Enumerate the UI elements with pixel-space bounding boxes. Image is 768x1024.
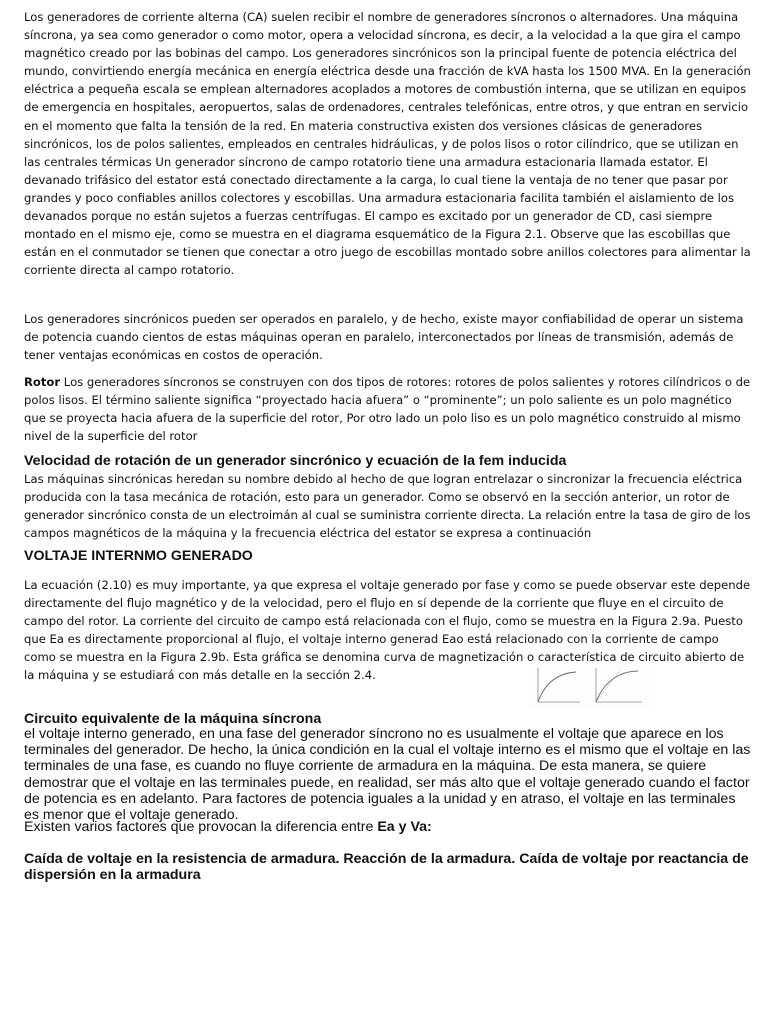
heading-velocidad: Velocidad de rotación de un generador sincrónico y ecuación de la fem inducida (24, 453, 567, 469)
paragraph-voltaje: La ecuación (2.10) es muy importante, ya que expresa el voltaje generado por fase y como se puede observar este depende directamente del flujo magnético y de la velocidad, pero el flujo en sí depende de la corriente que fluye en el circuito de campo del rotor. La corriente del circuito de campo está relacionada con el flujo, como se muestra en la Figura 2.9a. Puesto que Ea es directamente proporcional al flujo, el voltaje interno generad Eao está relacionado con la corriente de campo como se muestra en la Figura 2.9b. Esta gráfica se denomina curva de magnetización o característica de circuito abierto de la máquina y se estudiará con más detalle en la sección 2.4. (24, 578, 751, 683)
heading-circuito: Circuito equivalente de la máquina síncrona (24, 711, 322, 727)
paragraph-rotor (24, 373, 752, 445)
paragraph-velocidad: Las máquinas sincrónicas heredan su nombre debido al hecho de que logran entrelazar o sincronizar la frecuencia eléctrica producida con la tasa mecánica de rotación, esto para un generador. Como se observó en la sección anterior, un rotor de generador sincrónico consta de un electroimán al cual se suministra corriente directa. La relación entre la tasa de giro de los campos magnéticos de la máquina y la frecuencia eléctrica del estator se expresa a continuación (24, 472, 751, 541)
caida-resistencia: Caída de voltaje en la resistencia de armadura (24, 851, 336, 867)
rotor-text: Los generadores síncronos se construyen con dos tipos de rotores: rotores de polos salientes y rotores cilíndricos o de polos lisos. El término saliente significa “proyectado hacia afuera” o “prominente”; un polo saliente es un polo magnético que se proyecta hacia afuera de la superficie del rotor, Por otro lado un polo liso es un polo magnético construido al mismo nivel de la superficie del rotor (24, 375, 751, 444)
paragraph-caidas (24, 851, 752, 883)
paragraph-intro: Los generadores de corriente alterna (CA) suelen recibir el nombre de generadores síncronos o alternadores. Una máquina síncrona, ya sea como generador o como motor, opera a velocidad síncrona, es decir, a la velocidad a la que gira el campo magnético creado por las bobinas del campo. Los generadores sincrónicos son la principal fuente de potencia eléctrica del mundo, convirtiendo energía mecánica en energía eléctrica desde una fracción de kVA hasta los 1500 MVA. En la generación eléctrica a pequeña escala se emplean alternadores acoplados a motores de combustión interna, que se utilizan en equipos de emergencia en hospitales, aeropuertos, salas de ordenadores, centrales telefónicas, entre otros, y que entran en servicio en el momento que falta la tensión de la red. En materia constructiva existen dos versiones clásicas de generadores sincrónicos, los de polos salientes, empleados en centrales hidráulicas, y de polos lisos o rotor cilíndrico, que se utilizan en las centrales térmicas Un generador síncrono de campo rotatorio tiene una armadura estacionaria llamada estator. El devanado trifásico del estator está conectado directamente a la carga, lo cual tiene la ventaja de no tener que pasar por grandes y poco confiables anillos colectores y escobillas. Una armadura estacionaria facilita también el aislamiento de los devanados porque no están sujetos a fuerzas centrífugas. El campo es excitado por un generador de CD, casi siempre montado en el mismo eje, como se muestra en el diagrama esquemático de la Figura 2.1. Observe que las escobillas que están en el conmutador se tienen que conectar a otro juego de escobillas montado sobre anillos colectores para alimentar la corriente directa al campo rotatorio. (24, 10, 751, 278)
factores-bold: Ea y Va: (377, 819, 432, 835)
paragraph-factores (24, 819, 752, 835)
magnetization-curves-image (528, 664, 650, 708)
heading-voltaje: VOLTAJE INTERNMO GENERADO (24, 548, 253, 564)
factores-text: Existen varios factores que provocan la diferencia entre (24, 819, 378, 835)
rotor-label: Rotor (24, 375, 61, 389)
paragraph-parallel: Los generadores sincrónicos pueden ser operados en paralelo, y de hecho, existe mayor confiabilidad de operar un sistema de potencia cuando cientos de estas máquinas operan en paralelo, interconectados por líneas de transmisión, además de tener ventajas económicas en costos de operación. (24, 312, 744, 363)
caida-reaccion-reactancia: . Reacción de la armadura. Caída de voltaje por reactancia de dispersión en la armadura (24, 851, 749, 884)
paragraph-circuito: el voltaje interno generado, en una fase del generador síncrono no es usualmente el voltaje que aparece en los terminales del generador. De hecho, la única condición en la cual el voltaje interno es el mismo que el voltaje en las terminales de una fase, es cuando no fluye corriente de armadura en la máquina. De esta manera, se quiere demostrar que el voltaje en las terminales puede, en realidad, ser más alto que el voltaje generado cuando el factor de potencia es en adelanto. Para factores de potencia iguales a la unidad y en atraso, el voltaje en las terminales es menor que el voltaje generado. (24, 726, 751, 824)
